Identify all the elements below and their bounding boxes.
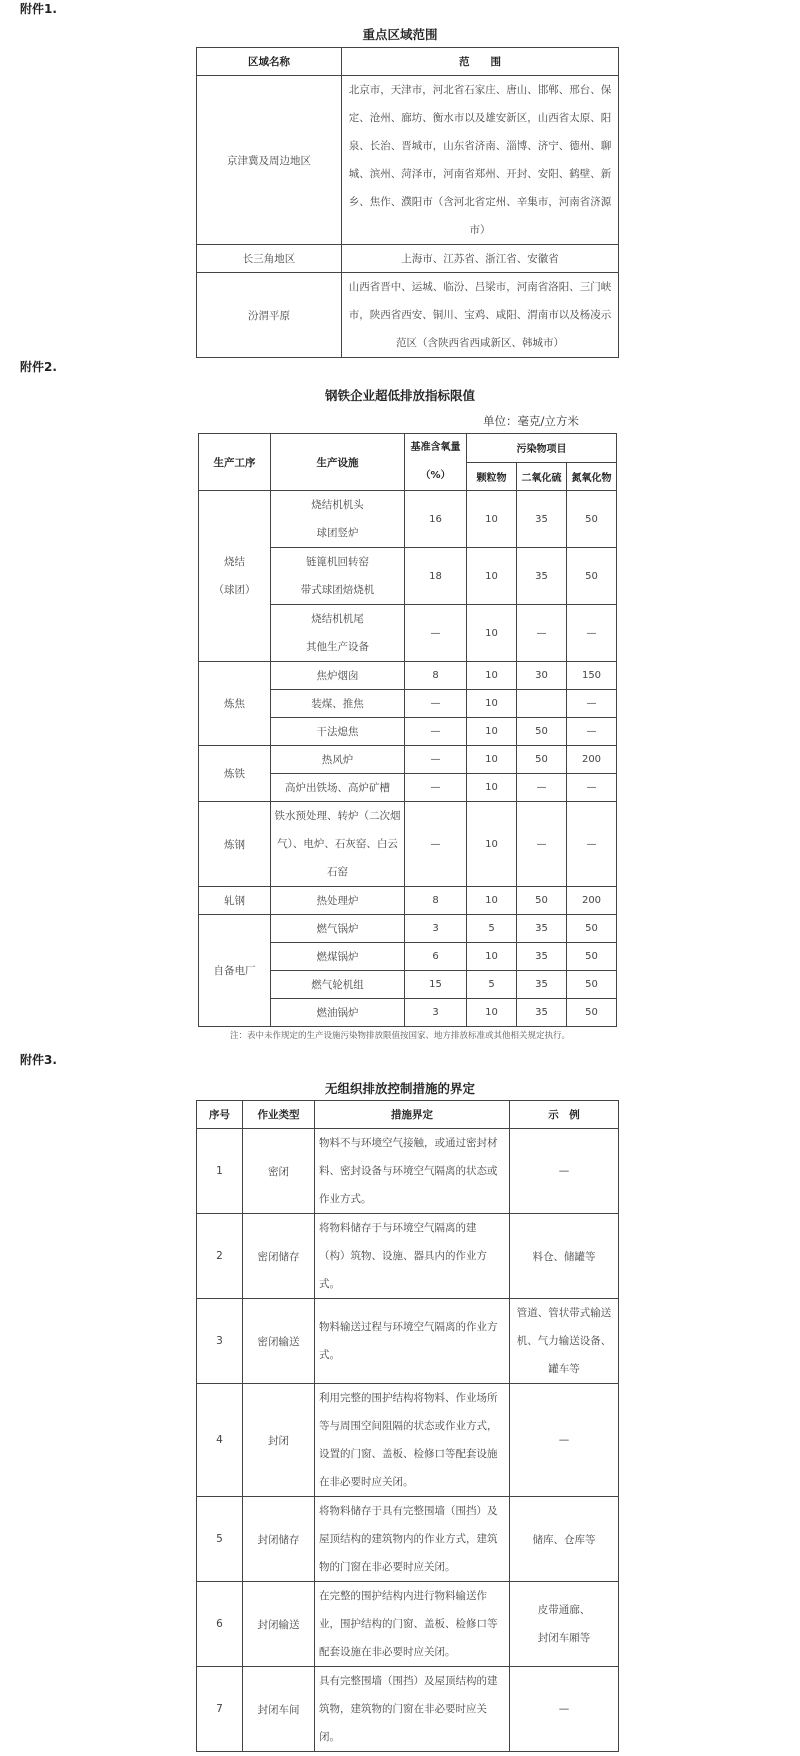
- oxygen-header: 基准含氧量 （%）: [405, 434, 467, 491]
- no-cell: 4: [197, 1384, 243, 1497]
- nox-cell: 200: [567, 887, 617, 915]
- no-cell: 2: [197, 1214, 243, 1299]
- region-name: 京津冀及周边地区: [197, 76, 342, 245]
- example-cell: 管道、管状带式输送 机、气力输送设备、 罐车等: [510, 1299, 619, 1384]
- table-row: [199, 662, 617, 690]
- annex-3-label: 附件3.: [20, 1053, 57, 1067]
- process-cell: 自备电厂: [199, 915, 271, 1027]
- oxygen-cell: —: [405, 802, 467, 887]
- process-cell: 轧钢: [199, 887, 271, 915]
- unit-label: 单位：毫克/立方米: [483, 414, 579, 428]
- oxygen-cell: 15: [405, 971, 467, 999]
- type-cell: 封闭储存: [243, 1497, 315, 1582]
- example-header: 示 例: [510, 1101, 619, 1129]
- oxygen-cell: —: [405, 746, 467, 774]
- type-cell: 封闭: [243, 1384, 315, 1497]
- nox-cell: —: [567, 774, 617, 802]
- pm-cell: 10: [467, 605, 517, 662]
- so2-cell: [517, 690, 567, 718]
- table-row: [197, 1582, 619, 1667]
- region-scope: 上海市、江苏省、浙江省、安徽省: [342, 245, 619, 273]
- table-row: [199, 802, 617, 887]
- table-row: [197, 1129, 619, 1214]
- facility-cell: 燃气轮机组: [271, 971, 405, 999]
- so2-cell: 50: [517, 718, 567, 746]
- definition-header: 措施界定: [315, 1101, 510, 1129]
- table-row: [199, 887, 617, 915]
- pm-cell: 10: [467, 887, 517, 915]
- region-name: 汾渭平原: [197, 273, 342, 358]
- so2-cell: 35: [517, 915, 567, 943]
- example-cell: —: [510, 1384, 619, 1497]
- region-table: [196, 47, 619, 358]
- pm-cell: 10: [467, 718, 517, 746]
- fugitive-emission-table: [196, 1100, 619, 1752]
- nox-cell: —: [567, 802, 617, 887]
- facility-cell: 干法熄焦: [271, 718, 405, 746]
- table-row: [199, 746, 617, 774]
- so2-cell: 35: [517, 971, 567, 999]
- so2-cell: 50: [517, 887, 567, 915]
- facility-cell: 烧结机机尾 其他生产设备: [271, 605, 405, 662]
- region-scope-header: 范 围: [342, 48, 619, 76]
- nox-cell: —: [567, 690, 617, 718]
- region-name: 长三角地区: [197, 245, 342, 273]
- process-cell: 炼铁: [199, 746, 271, 802]
- pm-cell: 10: [467, 943, 517, 971]
- region-scope: 山西省晋中、运城、临汾、吕梁市，河南省洛阳、三门峡 市，陕西省西安、铜川、宝鸡、咸阳、渭南市以及杨凌示 范区（含陕西省西咸新区、韩城市）: [342, 273, 619, 358]
- pm-cell: 10: [467, 746, 517, 774]
- nox-cell: 50: [567, 548, 617, 605]
- so2-header: 二氧化硫: [517, 462, 567, 491]
- table-row: [197, 1384, 619, 1497]
- nox-cell: 150: [567, 662, 617, 690]
- facility-cell: 热风炉: [271, 746, 405, 774]
- no-header: 序号: [197, 1101, 243, 1129]
- oxygen-cell: 8: [405, 887, 467, 915]
- table-row: [197, 1667, 619, 1752]
- no-cell: 3: [197, 1299, 243, 1384]
- annex-1-label: 附件1.: [20, 2, 57, 16]
- pm-cell: 5: [467, 971, 517, 999]
- type-cell: 封闭输送: [243, 1582, 315, 1667]
- so2-cell: 35: [517, 548, 567, 605]
- oxygen-cell: 3: [405, 999, 467, 1027]
- no-cell: 7: [197, 1667, 243, 1752]
- pm-cell: 10: [467, 774, 517, 802]
- so2-cell: 50: [517, 746, 567, 774]
- table-row: [197, 1214, 619, 1299]
- pollutants-header: 污染物项目: [467, 434, 617, 463]
- facility-cell: 热处理炉: [271, 887, 405, 915]
- facility-cell: 烧结机机头 球团竖炉: [271, 491, 405, 548]
- table-row: [199, 915, 617, 943]
- region-name-header: 区域名称: [197, 48, 342, 76]
- definition-cell: 将物料储存于具有完整围墙（围挡）及 屋顶结构的建筑物内的作业方式，建筑 物的门窗在非必要时应关闭。: [315, 1497, 510, 1582]
- facility-cell: 高炉出铁场、高炉矿槽: [271, 774, 405, 802]
- table-row: [197, 245, 619, 273]
- so2-cell: —: [517, 774, 567, 802]
- oxygen-cell: 8: [405, 662, 467, 690]
- definition-cell: 具有完整围墙（围挡）及屋顶结构的建 筑物，建筑物的门窗在非必要时应关 闭。: [315, 1667, 510, 1752]
- process-cell: 烧结 （球团）: [199, 491, 271, 662]
- no-cell: 5: [197, 1497, 243, 1582]
- nox-cell: 50: [567, 491, 617, 548]
- facility-cell: 铁水预处理、转炉（二次烟 气）、电炉、石灰窑、白云 石窑: [271, 802, 405, 887]
- so2-cell: 30: [517, 662, 567, 690]
- definition-cell: 物料不与环境空气接触，或通过密封材 料、密封设备与环境空气隔离的状态或 作业方式。: [315, 1129, 510, 1214]
- nox-header: 氮氧化物: [567, 462, 617, 491]
- pm-cell: 10: [467, 690, 517, 718]
- annex-2-title: 钢铁企业超低排放指标限值: [324, 388, 475, 403]
- type-cell: 密闭: [243, 1129, 315, 1214]
- annex-1-title: 重点区域范围: [362, 27, 438, 42]
- nox-cell: 50: [567, 971, 617, 999]
- table-row: [197, 1299, 619, 1384]
- oxygen-cell: —: [405, 718, 467, 746]
- emission-limit-table: [198, 433, 617, 1027]
- so2-cell: —: [517, 802, 567, 887]
- nox-cell: 50: [567, 943, 617, 971]
- facility-cell: 燃油锅炉: [271, 999, 405, 1027]
- pm-cell: 10: [467, 491, 517, 548]
- no-cell: 1: [197, 1129, 243, 1214]
- nox-cell: —: [567, 605, 617, 662]
- annex-2-label: 附件2.: [20, 360, 57, 374]
- pm-cell: 10: [467, 802, 517, 887]
- facility-cell: 装煤、推焦: [271, 690, 405, 718]
- type-header: 作业类型: [243, 1101, 315, 1129]
- type-cell: 密闭储存: [243, 1214, 315, 1299]
- so2-cell: 35: [517, 491, 567, 548]
- so2-cell: —: [517, 605, 567, 662]
- example-cell: 料仓、储罐等: [510, 1214, 619, 1299]
- example-cell: —: [510, 1129, 619, 1214]
- oxygen-cell: 16: [405, 491, 467, 548]
- definition-cell: 将物料储存于与环境空气隔离的建 （构）筑物、设施、器具内的作业方 式。: [315, 1214, 510, 1299]
- annex-3-title: 无组织排放控制措施的界定: [324, 1081, 475, 1096]
- nox-cell: 50: [567, 999, 617, 1027]
- definition-cell: 在完整的围护结构内进行物料输送作 业，围护结构的门窗、盖板、检修口等 配套设施在非必要时应关闭。: [315, 1582, 510, 1667]
- process-cell: 炼焦: [199, 662, 271, 746]
- facility-cell: 燃煤锅炉: [271, 943, 405, 971]
- nox-cell: —: [567, 718, 617, 746]
- no-cell: 6: [197, 1582, 243, 1667]
- facility-header: 生产设施: [271, 434, 405, 491]
- facility-cell: 焦炉烟囱: [271, 662, 405, 690]
- facility-cell: 链篦机回转窑 带式球团焙烧机: [271, 548, 405, 605]
- oxygen-cell: 6: [405, 943, 467, 971]
- example-cell: 皮带通廊、 封闭车厢等: [510, 1582, 619, 1667]
- table-row: [197, 76, 619, 245]
- pm-cell: 10: [467, 999, 517, 1027]
- so2-cell: 35: [517, 999, 567, 1027]
- oxygen-cell: —: [405, 774, 467, 802]
- example-cell: 储库、仓库等: [510, 1497, 619, 1582]
- oxygen-cell: 18: [405, 548, 467, 605]
- process-cell: 炼钢: [199, 802, 271, 887]
- process-header: 生产工序: [199, 434, 271, 491]
- pm-cell: 10: [467, 548, 517, 605]
- example-cell: —: [510, 1667, 619, 1752]
- pm-header: 颗粒物: [467, 462, 517, 491]
- pm-cell: 5: [467, 915, 517, 943]
- oxygen-cell: —: [405, 690, 467, 718]
- type-cell: 密闭输送: [243, 1299, 315, 1384]
- definition-cell: 利用完整的围护结构将物料、作业场所 等与周围空间阻隔的状态或作业方式， 设置的门窗、盖板、检修口等配套设施 在非必要时应关闭。: [315, 1384, 510, 1497]
- oxygen-cell: 3: [405, 915, 467, 943]
- region-scope: 北京市，天津市，河北省石家庄、唐山、邯郸、邢台、保 定、沧州、廊坊、衡水市以及雄安新区，山西省太原、阳 泉、长治、晋城市，山东省济南、淄博、济宁、德州、聊 城、滨州、菏泽市，河南省郑州、开封、安阳、鹤壁、新 乡、焦作、濮阳市（含河北省定州、辛集市，河南省济源 市）: [342, 76, 619, 245]
- facility-cell: 燃气锅炉: [271, 915, 405, 943]
- table-row: [197, 273, 619, 358]
- so2-cell: 35: [517, 943, 567, 971]
- table-row: [197, 1497, 619, 1582]
- definition-cell: 物料输送过程与环境空气隔离的作业方 式。: [315, 1299, 510, 1384]
- table-note: 注：表中未作规定的生产设施污染物排放限值按国家、地方排放标准或其他相关规定执行。: [230, 1031, 571, 1041]
- oxygen-cell: —: [405, 605, 467, 662]
- type-cell: 封闭车间: [243, 1667, 315, 1752]
- table-row: [199, 491, 617, 548]
- nox-cell: 200: [567, 746, 617, 774]
- pm-cell: 10: [467, 662, 517, 690]
- nox-cell: 50: [567, 915, 617, 943]
